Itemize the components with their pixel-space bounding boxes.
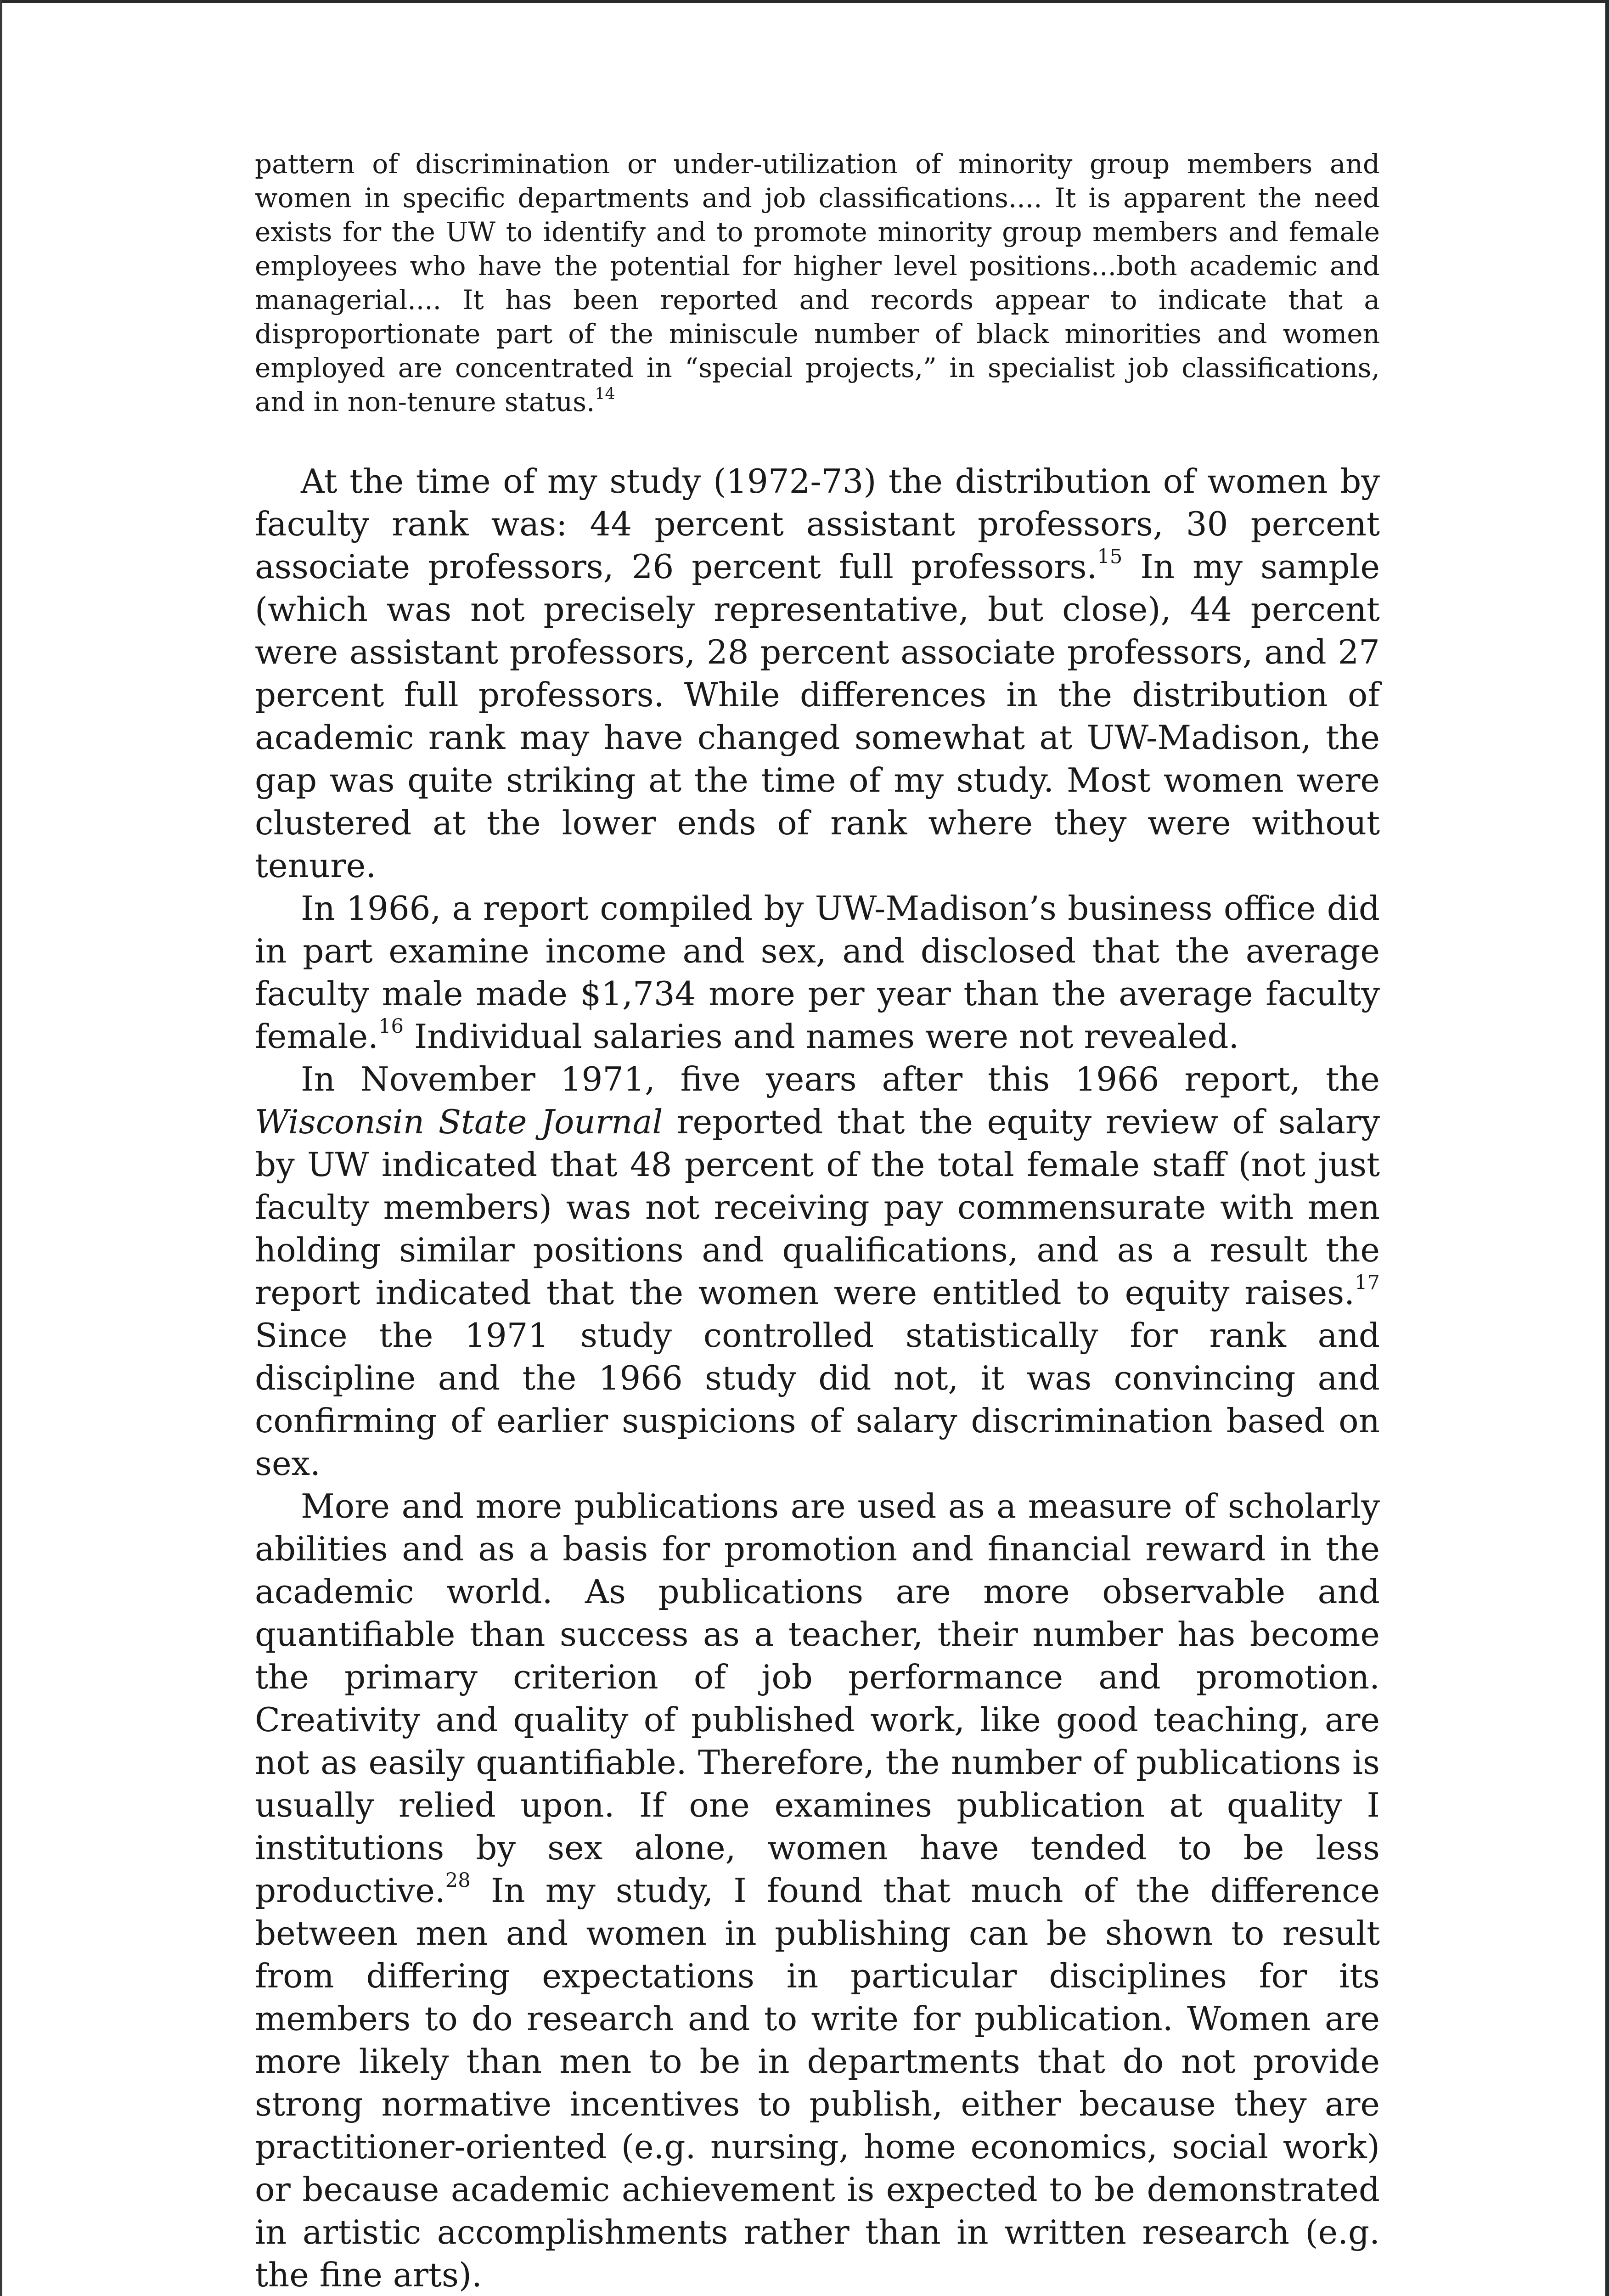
text-column: [255, 147, 1380, 2296]
paragraph-text: Since the 1971 study controlled statistically for rank and discipline and the 1966 study did not, it was convincing and confirming of earlier suspicions of salary discrimination based on sex.: [255, 1316, 1380, 1483]
paragraph-faculty-rank: [255, 460, 1380, 887]
paragraph-text: More and more publications are used as a measure of scholarly abilities and as a basis for promotion and financial reward in the academic world. As publications are more observable and quantifiable than success as a teacher, their number has become the primary criterion of job performance and promotion. Creativity and quality of published work, like good teaching, are not as easily quantifiable. Therefore, the number of publications is usually relied upon. If one examines publication at quality I institutions by sex alone, women have tended to be less productive.: [255, 1487, 1380, 1910]
paragraph-publications: [255, 1485, 1380, 2296]
footnote-ref-14: 14: [595, 384, 615, 403]
footnote-ref-15: 15: [1097, 545, 1123, 568]
paragraph-text: In November 1971, five years after this 1966 report, the: [301, 1060, 1380, 1098]
paragraph-text: At the time of my study (1972-73) the distribution of women by faculty rank was: 44 percent assistant professors, 30 percent associate professors, 26 percent full professors.: [255, 462, 1380, 586]
paragraph-1966-report: [255, 887, 1380, 1058]
footnote-ref-28: 28: [445, 1869, 471, 1892]
paragraph-text: In my study, I found that much of the difference between men and women in publishing can be shown to result from differing expectations in particular disciplines for its members to do research and to write for publication. Women are more likely than men to be in departments that do not provide strong normative incentives to publish, either because they are practitioner-oriented (e.g. nursing, home economics, social work) or because academic achievement is expected to be demonstrated in artistic accomplishments rather than in written research (e.g. the fine arts).: [255, 1871, 1380, 2294]
paragraph-text: In 1966, a report compiled by UW-Madison’s business office did in part examine income and sex, and disclosed that the average faculty male made $1,734 more per year than the average faculty female.: [255, 889, 1380, 1056]
footnote-ref-16: 16: [378, 1015, 404, 1038]
journal-title: Wisconsin State Journal: [255, 1103, 663, 1141]
paragraph-text: reported that the equity review of salary by UW indicated that 48 percent of the total female staff (not just faculty members) was not receiving pay commensurate with men holding similar positions and qualifications, and as a result the report indicated that the women were entitled to equity raises.: [255, 1103, 1380, 1312]
block-quote-text: pattern of discrimination or under-utilization of minority group members and women in specific departments and job classifications.... It is apparent the need exists for the UW to identify and to promote minority group members and female employees who have the potential for higher level positions...both academic and managerial.... It has been reported and records appear to indicate that a disproportionate part of the miniscule number of black minorities and women employed are concentrated in “special projects,” in specialist job classifications, and in non-tenure status.: [255, 148, 1380, 417]
paragraph-text: In my sample (which was not precisely representative, but close), 44 percent were assistant professors, 28 percent associate professors, and 27 percent full professors. While differences in the distribution of academic rank may have changed somewhat at UW-Madison, the gap was quite striking at the time of my study. Most women were clustered at the lower ends of rank where they were without tenure.: [255, 547, 1380, 885]
scan-edge-right: [1605, 0, 1609, 2296]
footnote-ref-17: 17: [1355, 1271, 1380, 1294]
paragraph-text: Individual salaries and names were not revealed.: [403, 1017, 1239, 1056]
scan-edge-top: [0, 0, 1609, 3]
block-quote: [255, 147, 1380, 419]
scan-edge-left: [0, 0, 2, 2296]
paragraph-1971-equity-review: [255, 1058, 1380, 1485]
